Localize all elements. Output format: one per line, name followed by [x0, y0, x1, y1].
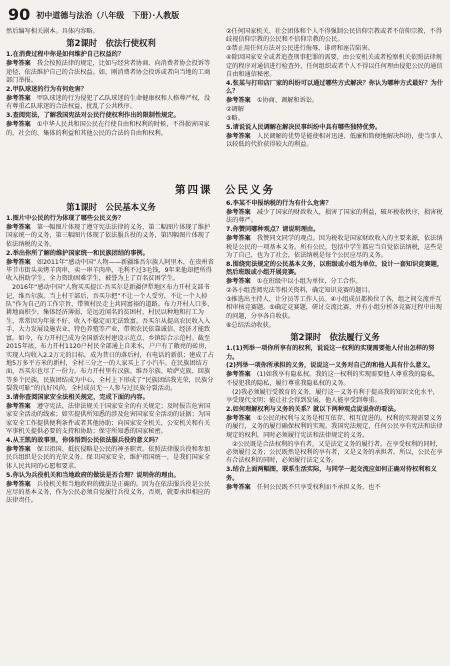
question: 5.请说说人民调解在解决民事纠纷中具有哪些独特优势。 — [226, 123, 382, 131]
answer-text — [6, 60, 216, 85]
question: 4.张某与打印店厂家的纠纷可以通过哪些方式解决？你认为哪种方式最好？为什么？ — [226, 79, 444, 96]
page-number: 90 — [8, 5, 31, 24]
answer-label: 参考答案 — [226, 97, 251, 105]
chapter-band — [6, 183, 444, 198]
answer-text — [226, 209, 444, 226]
answer-text — [6, 95, 216, 112]
answer-body: 遵守宪法、法律法规关于国家安全的有关规定；及时报告危害国家安全活动的线索；如实提供所知悉的涉及危害国家安全活动的证据；为国家安全工作提供便利条件或者其他协助；向国家安全机关、公安机关和有关军事机关提供必要的支持和协助；保守所知悉的国家秘密。 — [6, 402, 211, 436]
question: 6.李某不申报纳税的行为有什么危害？ — [226, 200, 332, 207]
question: 1.在消费过程中你是如何维护自己权益的？ — [6, 51, 125, 59]
answer-body: 任何公民既不只享受权利而不承担义务，也不 — [250, 483, 381, 491]
answer-body: 保卫祖国、抵抗侵略是公民的神圣职责。依照法律服兵役和参加民兵组织是公民的光荣义务。保卫国家安全，维护祖国统一，是我们国家全体人民共同的心愿和要求。 — [6, 445, 211, 470]
question: (2)列举一项你所承担的义务，说说这一义务对自己的和他人具有什么意义。 — [226, 362, 434, 370]
answer-text — [226, 296, 444, 321]
answer-body: ①中华人民共和国公民在行使自由和权利的时候，不得损害国家的、社会的、集体的利益和其他公民的合法的自由和权利。 — [6, 121, 210, 137]
left-column-bottom — [6, 200, 216, 662]
answer-label: 参考答案 — [6, 480, 31, 488]
answer-label: 参考答案 — [226, 371, 251, 379]
question: 2.举出你所了解的维护国家统一和民族团结的事例。 — [6, 249, 149, 257]
question: 3.查阅宪法，了解我国宪法对公民行使权利作出的限制性规定。 — [6, 112, 180, 120]
answer-text — [6, 481, 216, 506]
answer-text — [6, 403, 216, 437]
lesson-heading: 第2课时 依法履行义务 — [290, 332, 380, 343]
answer-text — [226, 287, 444, 295]
answer-body: ③略。 — [226, 115, 244, 123]
answer-label: 参考答案 — [6, 402, 31, 410]
right-column-bottom — [226, 200, 444, 662]
answer-label: 参考答案 — [226, 132, 251, 140]
answer-label: 参考答案 — [226, 278, 251, 286]
answer-text — [6, 28, 216, 36]
answer-text — [6, 121, 216, 138]
answer-label: 参考答案 — [6, 94, 31, 102]
question: 2.如何理解权利与义务的关系？就以下两种观点说说你的看法。 — [226, 405, 400, 413]
question: 7.你赞同哪种观点？请说明理由。 — [226, 226, 320, 234]
answer-text — [226, 97, 444, 105]
answer-text — [226, 235, 444, 260]
answer-body: 我会按照法律的规定，比如与经营者协商、向消费者协会投诉等途径，依法维护自己的合法权益。如，刚消费者协会投诉或者向当地的工商部门举报。 — [6, 60, 211, 85]
lesson-heading: 第2课时 依法行使权利 — [66, 38, 156, 49]
answer-body: ①在班级中以小组为单位，分工合作。 — [250, 278, 362, 286]
right-column-top — [226, 28, 444, 180]
answer-body: ②任何国家机关、社会团体和个人不得强制公民信仰宗教或者不信仰宗教，不得歧视信仰宗教的公民和不信仰宗教的公民。 — [226, 28, 442, 44]
question: 2.甲队球迷的行为有何危害？ — [6, 86, 87, 94]
answer-text — [226, 484, 444, 492]
answer-text — [226, 28, 444, 45]
answer-body: 第一幅图片体现了遵守宪法法律的义务，第二幅图片体现了维护国家统一的义务，第三幅图片体现了依法服兵役的义务，第四幅图片体现了依法纳税的义务。 — [6, 223, 211, 248]
question: 3.结合上面两幅图，联系生活实际，与同学一起交流应如何正确对待权利和义务。 — [226, 466, 437, 482]
answer-text — [226, 389, 444, 406]
answer-label: 参考答案 — [226, 235, 251, 243]
answer-text — [226, 106, 444, 114]
lesson-heading: 第1课时 公民基本义务 — [66, 202, 156, 212]
answer-label: 参考答案 — [6, 121, 31, 129]
answer-label: 参考答案 — [6, 223, 31, 231]
answer-body: ③禁止用任何方法对公民进行侮辱、诽谤和诬告陷害。 — [226, 45, 374, 53]
answer-body: ①公民的权利与义务是相互依存、相互促进的。权利的实现需要义务的履行，义务的履行确保权利的实现。我国宪法规定，任何公民享有宪法和法律规定的权利，同时必须履行宪法和法律规定的义务。 — [226, 414, 443, 439]
answer-text — [226, 278, 444, 286]
answer-body: 甲队球迷的行为侵犯了乙队球迷的生命健康权和人格尊严权，没有尊重乙队球迷的合法权益，扰乱了公共秩序。 — [6, 94, 211, 111]
answer-body: ②各小组查阅宪法等相关资料，确定知识竞赛的题目。 — [226, 287, 374, 295]
question: 1.图片中公民的行为体现了哪些公民义务？ — [6, 215, 125, 222]
answer-label: 参考答案 — [6, 60, 31, 68]
answer-body: 如2011年“感动中国”人物——新疆维吾尔族人阿里木，在贵州省毕节市街头卖烤羊肉串，卖一串羊肉串，毛利不过3毛钱，9年来他却把所得收入捐助学生，全力资助困难学生，被誉为上了百名贫困学生。 — [6, 258, 214, 283]
answer-body: 人民调解的优势是能使相对迅速、低廉和简便地解决纠纷，使当事人以较低的代价获得较大的利益。 — [226, 132, 443, 149]
answer-text — [6, 284, 216, 393]
answer-body: ⑥总结活动收获。 — [226, 321, 275, 329]
answer-body: 2016年“感动中国”人物买买提江·吾买尔是新疆伊犁地区布力开村支部书记，维吾尔族。当上村干部后，吾买尔把“不让一个人受穷，不让一个人掉队”作为自己的工作宗旨，带领村民走上共同富裕的道路。布力开村人口多、耕地面积少，集体经济薄弱，是远近闻名的贫困村，村民以种地和打工为生，常常因为年景不好、收入不稳定而无法致富。吾买尔从提高农民收入入手，大力发展设施农业、特色养殖等产业，带领农民依靠诚信、经济才能致富。如今，布力开村已成为全国新农村建设示范点、乡镇综合示范村。截至2015年底，布力开村1120户村民全部通上自来水，户户有了敞亮的砖房，实现人均收入2.2万元的目标，成为昔日的落后村，有电话的新俱；建成了占地5万多平方米的新村，全村三分之一的人家买上了小汽车。在民族团结方面，吾买尔也尽了一份力。布力开村里有汉族、维吾尔族、哈萨克族、回族等多个民族，民族团结成为中心，全村上下形成了“民族团结我光荣，民族分裂我可耻”的良好风尚，全村成员无一人参与过民族分裂活动。 — [6, 284, 214, 393]
chapter-title: 第四课 公民义务 — [175, 184, 275, 196]
question: 1.(1)列举一项你所享有的权利，说说这一权利的实现需要他人付出怎样的努力。 — [226, 345, 435, 361]
answer-body: 减少了国家的财政收入，损害了国家的利益，破坏税收秩序，损害税法的尊严。 — [226, 208, 443, 225]
answer-label: 参考答案 — [6, 258, 31, 266]
answer-text — [226, 133, 444, 150]
question: 5.你认为兵役机关和当地政府的做法是否合理？说明你的理由。 — [6, 471, 180, 479]
answer-label: 参考答案 — [226, 414, 251, 422]
answer-text — [226, 441, 444, 466]
answer-body: ①协商、调解和诉讼。 — [250, 97, 319, 105]
answer-label: 参考答案 — [6, 445, 31, 453]
question: 3.请你查阅国家安全法相关规定，完成下面的内容。 — [6, 394, 149, 402]
answer-body: ②调解 — [226, 106, 244, 114]
answer-body: 兵役机关和当地政府的做法是正确的。因为在依法服兵役是公民应尽的基本义务，作为公民必须自觉履行兵役义务，否则，就要承担相应的法律责任。 — [6, 480, 211, 505]
answer-body: ③推选出主持人、计分员等工作人员。④小组成员都换位了各，组之间交流并互相审核竞赛题。⑤确定竞赛题，研讨交流比赛，并有小组分析各竞赛过程中出现的问题，分享各自收获。 — [226, 295, 442, 320]
answer-text — [226, 54, 444, 79]
answer-body: 我赞同文同学的观点。因为税收是国家财政收入的主要来源，依法纳税是公民的一项基本义务。所有公民，包括中学生都应当自觉依法纳税，这些是为了自己，也为了社会，依法纳税是每个公民应尽的义务。 — [226, 235, 443, 259]
left-column-top — [6, 28, 216, 180]
answer-body: 然后编写相关剧本。具体内容略。 — [6, 28, 99, 35]
book-title: 初中道德与法治（八年级 下册）·人教版 — [36, 11, 180, 20]
answer-text — [6, 224, 216, 249]
answer-text — [226, 115, 444, 123]
answer-text — [6, 446, 216, 471]
answer-text — [226, 415, 444, 440]
answer-body: ④除因国家安全或者追查刑事犯罪的需要，由公安机关或者检察机关依照法律规定的程序对通信进行检查外，任何组织或者个人不得以任何理由侵犯公民的通信自由和通信秘密。 — [226, 54, 443, 79]
question: 4.从王凯的故事里，你体悟到公民依法服兵役的意义吗？ — [6, 437, 162, 445]
answer-text — [226, 322, 444, 330]
answer-body: (1)如我享有隐私权。我的这一权利的实现需要他人尊重我的隐私，不侵犯我的隐私，履行尊重我隐私权的义务。 — [226, 371, 439, 387]
question: 8.围绕宪法规定的公民基本义务，以班级或小组为单位，设计一套知识竞赛题，然后班级或小组开展竞赛。 — [226, 260, 444, 277]
answer-text — [226, 371, 444, 388]
answer-label: 参考答案 — [226, 208, 251, 216]
answer-body: ②公民既是合法权利的享有者，又是法定义务的履行者。在享受权利的同时，必须履行义务；公民既然是权利的享有者，又是义务的承担者。所以，公民在享有合法权利的同时，必须履行法定义务。 — [226, 440, 443, 465]
answer-label: 参考答案 — [226, 483, 251, 491]
answer-text — [226, 45, 444, 53]
answer-text — [6, 259, 216, 284]
page-header — [8, 4, 444, 24]
answer-body: (2)我必须履行受教育的义务，履行这一义务有利于提高我的知识文化水平，享受现代文明；能让社会得到发展，他人能享受到尊重。 — [226, 388, 439, 405]
